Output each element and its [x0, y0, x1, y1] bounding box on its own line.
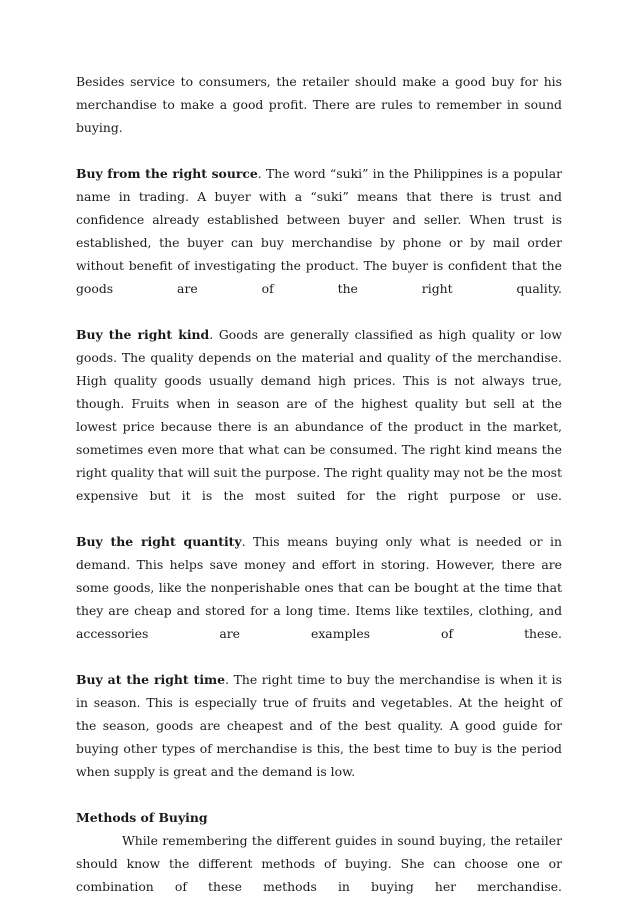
- right-kind-paragraph: [76, 323, 562, 507]
- methods-heading: Methods of Buying: [76, 810, 208, 825]
- right-quantity-text: . This means buying only what is needed or in demand. This helps save money and effort in storing. However, there are some goods, like the nonperishable ones that can be bought at the time that they are cheap and stored for a long time. Items like textiles, clothing, and accessories are examples of these.: [76, 534, 562, 641]
- right-kind-heading: Buy the right kind: [76, 327, 210, 342]
- right-time-heading: Buy at the right time: [76, 672, 226, 687]
- intro-paragraph: Besides service to consumers, the retailer should make a good buy for his merchandise to make a good profit. There are rules to remember in sound buying.: [76, 74, 562, 135]
- right-time-paragraph: [76, 668, 562, 783]
- right-time-text: . The right time to buy the merchandise is when it is in season. This is especially true of fruits and vegetables. At the height of the season, goods are cheapest and of the best quality. A good guide for buying other types of merchandise is this, the best time to buy is the period when supply is great and the demand is low.: [76, 672, 562, 779]
- methods-paragraph: While remembering the different guides in sound buying, the retailer should know the different methods of buying. She can choose one or combination of these methods in buying her merchandise.: [76, 833, 562, 894]
- document-page: [76, 70, 562, 898]
- right-source-paragraph: [76, 162, 562, 300]
- right-kind-text: . Goods are generally classified as high quality or low goods. The quality depends on the material and quality of the merchandise. High quality goods usually demand high prices. This is not always true, though. Fruits when in season are of the highest quality but sell at the lowest price because there is an abundance of the product in the market, sometimes even more that what can be consumed. The right kind means the right quality that will suit the purpose. The right quality may not be the most expensive but it is the most suited for the right purpose or use.: [76, 327, 562, 503]
- right-source-text: . The word “suki” in the Philippines is a popular name in trading. A buyer with a “suki” means that there is trust and confidence already established between buyer and seller. When trust is established, the buyer can buy merchandise by phone or by mail order without benefit of investigating the product. The buyer is confident that the goods are of the right quality.: [76, 166, 563, 296]
- right-quantity-heading: Buy the right quantity: [76, 534, 242, 549]
- right-source-heading: Buy from the right source: [76, 166, 258, 181]
- right-quantity-paragraph: [76, 530, 562, 645]
